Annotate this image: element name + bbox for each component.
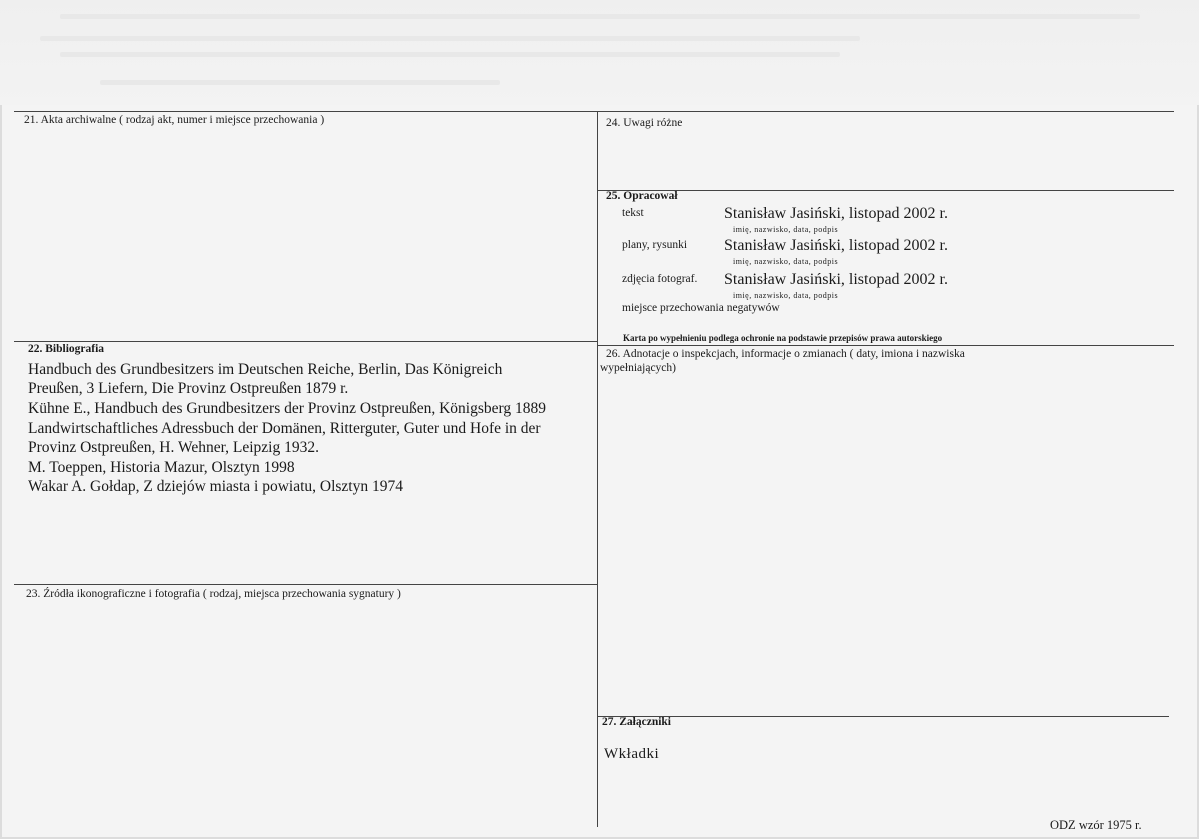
bibliography-line: Landwirtschaftliches Adressbuch der Domänen, Ritterguter, Guter und Hofe in der bbox=[28, 420, 541, 437]
s26-label-line2: wypełniających) bbox=[600, 362, 676, 374]
attachments-value: Wkładki bbox=[604, 746, 660, 762]
s26-label-line1: 26. Adnotacje o inspekcjach, informacje o zmianach ( daty, imiona i nazwiska bbox=[606, 348, 965, 360]
s24-label: 24. Uwagi różne bbox=[606, 117, 683, 129]
bibliography-line: Wakar A. Gołdap, Z dziejów miasta i powiatu, Olsztyn 1974 bbox=[28, 478, 403, 495]
negatives-location-label: miejsce przechowania negatywów bbox=[622, 302, 780, 314]
s22-label: 22. Bibliografia bbox=[28, 343, 105, 355]
author-caption: imię, nazwisko, data, podpis bbox=[733, 257, 839, 266]
copyright-note: Karta po wypełnieniu podlega ochronie na podstawie przepisów prawa autorskiego bbox=[623, 333, 943, 343]
top-rule bbox=[14, 111, 1174, 112]
rule-s26 bbox=[597, 345, 1174, 346]
author-role-plans: plany, rysunki bbox=[622, 239, 688, 251]
rule-s27 bbox=[597, 716, 1169, 717]
rule-s22 bbox=[14, 341, 597, 342]
bibliography-line: Kühne E., Handbuch des Grundbesitzers der Provinz Ostpreußen, Königsberg 1889 bbox=[28, 400, 546, 417]
author-caption: imię, nazwisko, data, podpis bbox=[733, 291, 839, 300]
author-text: Stanisław Jasiński, listopad 2002 r. bbox=[724, 205, 948, 222]
s27-label: 27. Załączniki bbox=[602, 716, 672, 728]
bibliography-line: Provinz Ostpreußen, H. Wehner, Leipzig 1932. bbox=[28, 439, 319, 456]
bibliography-line: M. Toeppen, Historia Mazur, Olsztyn 1998 bbox=[28, 459, 295, 476]
s25-label: 25. Opracował bbox=[606, 190, 678, 202]
form-id: ODZ wzór 1975 r. bbox=[1050, 818, 1142, 832]
rule-s23 bbox=[14, 584, 597, 585]
author-role-text: tekst bbox=[622, 207, 644, 219]
bibliography-line: Handbuch des Grundbesitzers im Deutschen Reiche, Berlin, Das Königreich bbox=[28, 361, 503, 378]
rule-s25 bbox=[597, 190, 1174, 191]
s21-label: 21. Akta archiwalne ( rodzaj akt, numer i miejsce przechowania ) bbox=[24, 114, 325, 126]
author-caption: imię, nazwisko, data, podpis bbox=[733, 225, 839, 234]
author-role-photos: zdjęcia fotograf. bbox=[622, 273, 698, 285]
faded-header-area bbox=[0, 0, 1199, 105]
bibliography-line: Preußen, 3 Liefern, Die Provinz Ostpreußen 1879 r. bbox=[28, 380, 349, 397]
author-photos: Stanisław Jasiński, listopad 2002 r. bbox=[724, 271, 948, 288]
center-divider bbox=[597, 111, 598, 827]
s23-label: 23. Źródła ikonograficzne i fotografia ( rodzaj, miejsca przechowania sygnatury ) bbox=[26, 588, 401, 600]
author-plans: Stanisław Jasiński, listopad 2002 r. bbox=[724, 237, 948, 254]
